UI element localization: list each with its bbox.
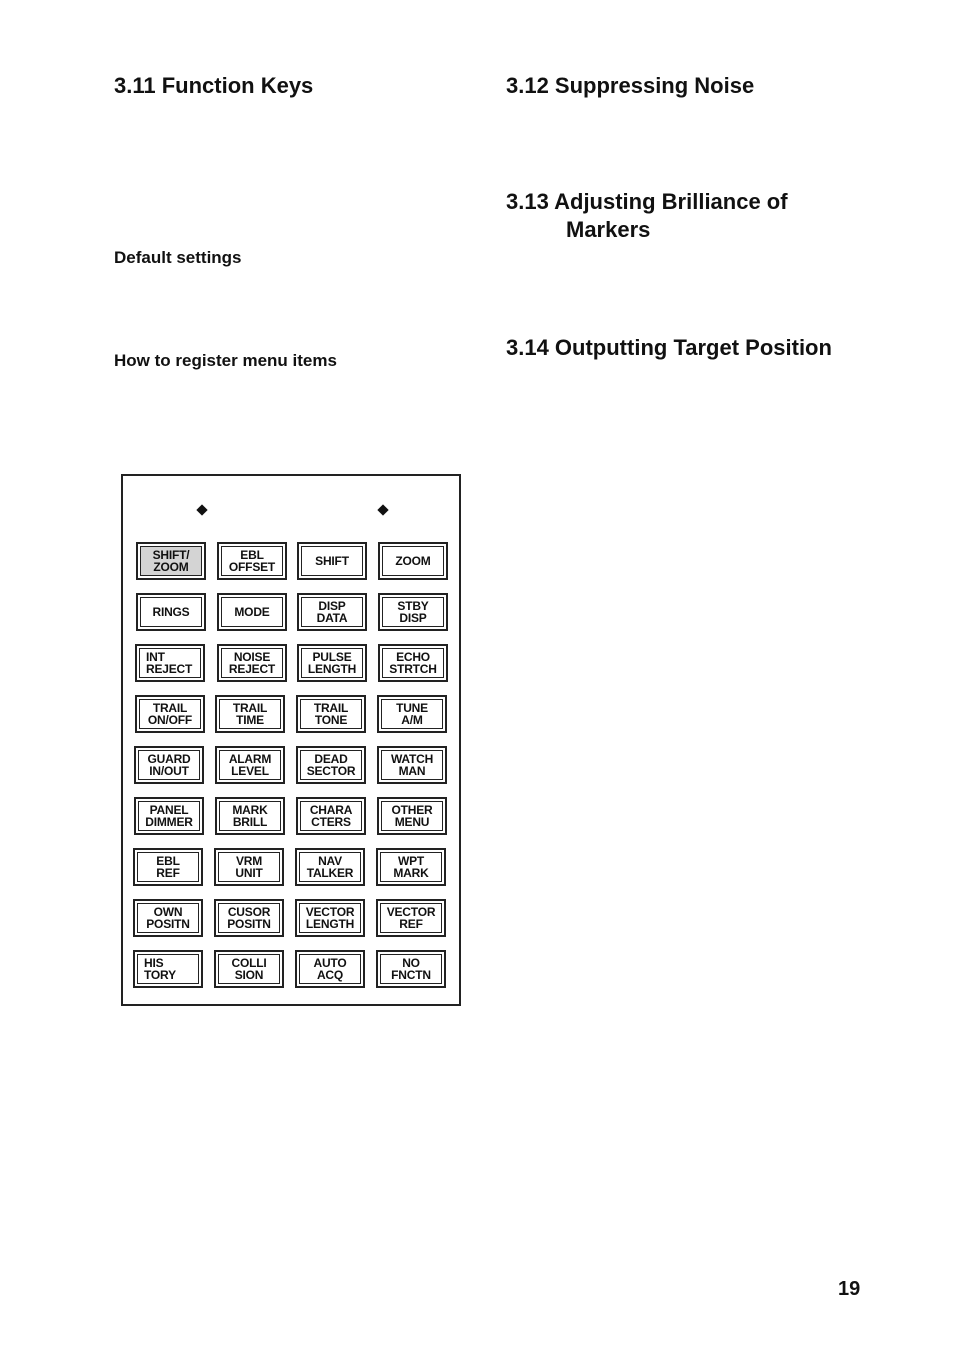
function-key-label-line2: STRTCH <box>389 662 437 676</box>
function-key-label-line2: CTERS <box>311 815 351 829</box>
function-key-label-line1: GUARD <box>147 752 191 766</box>
function-key-face <box>301 546 363 576</box>
function-key-label-line1: MODE <box>234 605 270 619</box>
heading-suppressing-noise: 3.12 Suppressing Noise <box>506 73 755 98</box>
function-key-face <box>300 801 362 831</box>
function-key-face <box>219 699 281 729</box>
function-key <box>377 695 447 733</box>
function-key <box>215 746 285 784</box>
function-key-label-line1: NO <box>402 956 420 970</box>
function-key-label-line2: BRILL <box>232 815 268 829</box>
function-key-label-line2: SECTOR <box>306 764 356 778</box>
function-key-label-line1: WATCH <box>390 752 434 766</box>
function-key-label-line2: LEVEL <box>231 764 269 778</box>
function-key <box>133 899 203 937</box>
function-key <box>376 899 446 937</box>
function-key-face <box>299 852 361 882</box>
function-key <box>215 695 285 733</box>
function-key-label-line1: OWN <box>153 905 183 919</box>
heading-function-keys: 3.11 Function Keys <box>114 73 314 98</box>
function-key-label-line2: TONE <box>314 713 348 727</box>
function-key-face <box>218 954 280 984</box>
function-key <box>135 644 205 682</box>
function-key-face <box>381 699 443 729</box>
function-key-face <box>139 648 201 678</box>
function-key <box>214 899 284 937</box>
heading-brilliance-line1: 3.13 Adjusting Brilliance of <box>506 189 788 214</box>
function-key-label-line2: REJECT <box>228 662 276 676</box>
function-key-face <box>139 699 201 729</box>
function-key-face <box>138 750 200 780</box>
function-key <box>377 797 447 835</box>
function-key-face <box>137 852 199 882</box>
heading-outputting-target-position: 3.14 Outputting Target Position <box>506 335 832 360</box>
function-key-label-line2: LENGTH <box>307 662 357 676</box>
function-key-face <box>218 903 280 933</box>
function-key-face <box>218 852 280 882</box>
function-key-label-line1: DISP <box>318 599 346 613</box>
function-key-label-line1: CUSOR <box>227 905 271 919</box>
function-key-label-line1: AUTO <box>313 956 347 970</box>
function-key-face <box>219 801 281 831</box>
function-key-label-line1: TRAIL <box>313 701 349 715</box>
function-key-face <box>299 954 361 984</box>
function-key-label-line1: NAV <box>318 854 342 868</box>
function-key-label-line1: HIS <box>144 956 164 970</box>
function-key-label-line1: VECTOR <box>386 905 436 919</box>
function-key-label-line1: ZOOM <box>395 554 431 568</box>
function-key-label-line1: MARK <box>232 803 268 817</box>
function-key <box>136 593 206 631</box>
function-key <box>215 797 285 835</box>
function-key <box>134 797 204 835</box>
function-key-face <box>299 903 361 933</box>
function-key-label-line2: POSITN <box>146 917 190 931</box>
function-key <box>376 848 446 886</box>
function-key <box>217 593 287 631</box>
function-key <box>296 797 366 835</box>
function-key-label-line1: STBY <box>397 599 429 613</box>
function-key-label-line1: TRAIL <box>232 701 268 715</box>
function-key <box>297 593 367 631</box>
function-key-label-line1: SHIFT <box>315 554 349 568</box>
function-key <box>377 746 447 784</box>
function-key-label-line1: RINGS <box>152 605 190 619</box>
function-key-label-line1: CHARA <box>309 803 353 817</box>
function-key-label-line2: MAN <box>398 764 426 778</box>
function-key-face <box>221 546 283 576</box>
diamond-marker-icon <box>377 504 388 515</box>
function-key-face <box>221 648 283 678</box>
function-key <box>133 848 203 886</box>
page-number: 19 <box>838 1278 861 1300</box>
function-key-face <box>301 648 363 678</box>
function-key-label-line2: REF <box>399 917 423 931</box>
function-key <box>378 593 448 631</box>
function-key-label-line1: VECTOR <box>305 905 355 919</box>
function-key <box>378 644 448 682</box>
function-key-face <box>380 852 442 882</box>
function-key-label-line1: OTHER <box>391 803 433 817</box>
function-key-label-line2: DATA <box>316 611 348 625</box>
function-key-face <box>221 597 283 627</box>
function-key-label-line1: ECHO <box>396 650 430 664</box>
function-key-label-line2: LENGTH <box>305 917 355 931</box>
function-key-label-line1: SHIFT/ <box>152 548 190 562</box>
subheading-register-menu-items: How to register menu items <box>114 351 337 370</box>
function-key-face <box>140 546 202 576</box>
function-key-label-line2: SION <box>234 968 264 982</box>
function-key <box>297 542 367 580</box>
function-key-face <box>300 750 362 780</box>
function-key-face <box>382 648 444 678</box>
function-key-label-line2: REF <box>156 866 180 880</box>
function-key-face <box>381 750 443 780</box>
function-key-face <box>300 699 362 729</box>
function-key <box>217 542 287 580</box>
function-key-face <box>301 597 363 627</box>
function-key-label-line1: VRM <box>235 854 263 868</box>
function-key <box>133 950 203 988</box>
function-key-face <box>382 546 444 576</box>
function-key-label-line2: UNIT <box>235 866 263 880</box>
function-key-label-line2: DIMMER <box>145 815 193 829</box>
function-keypad-figure <box>121 474 461 1006</box>
function-key <box>378 542 448 580</box>
function-key <box>135 695 205 733</box>
function-key <box>296 746 366 784</box>
function-key-label-line1: INT <box>146 650 165 664</box>
function-key-face <box>380 903 442 933</box>
function-key-label-line2: MENU <box>394 815 430 829</box>
function-key <box>214 848 284 886</box>
function-key-face <box>219 750 281 780</box>
function-key-label-line2: TIME <box>236 713 264 727</box>
function-key <box>297 644 367 682</box>
function-key-label-line2: IN/OUT <box>149 764 189 778</box>
function-key-label-line2: ON/OFF <box>147 713 193 727</box>
subheading-default-settings: Default settings <box>114 248 242 267</box>
function-key <box>217 644 287 682</box>
function-key <box>295 848 365 886</box>
function-key-label-line2: DISP <box>399 611 427 625</box>
function-key-label-line2: FNCTN <box>391 968 431 982</box>
function-key-label-line2: TORY <box>144 968 176 982</box>
function-key-label-line2: POSITN <box>227 917 271 931</box>
function-key-face <box>140 597 202 627</box>
function-key <box>376 950 446 988</box>
function-key-label-line1: TRAIL <box>152 701 188 715</box>
heading-adjusting-brilliance <box>506 188 788 244</box>
function-key <box>295 899 365 937</box>
function-key <box>136 542 206 580</box>
function-key-face <box>137 954 199 984</box>
function-key-face <box>382 597 444 627</box>
function-key-label-line2: REJECT <box>146 662 193 676</box>
function-key-label-line1: EBL <box>156 854 180 868</box>
diamond-marker-icon <box>196 504 207 515</box>
function-key <box>214 950 284 988</box>
function-key-face <box>380 954 442 984</box>
function-key-face <box>138 801 200 831</box>
function-key-face <box>381 801 443 831</box>
function-key <box>134 746 204 784</box>
function-key-label-line1: TUNE <box>396 701 428 715</box>
function-key-label-line2: A/M <box>401 713 423 727</box>
function-key-face <box>137 903 199 933</box>
heading-brilliance-line2: Markers <box>566 217 651 242</box>
function-key-label-line2: ACQ <box>316 968 344 982</box>
function-key-label-line2: ZOOM <box>153 560 189 574</box>
function-key-label-line1: DEAD <box>314 752 348 766</box>
function-key-label-line2: MARK <box>393 866 429 880</box>
function-key-label-line1: ALARM <box>228 752 272 766</box>
function-key-label-line1: WPT <box>397 854 425 868</box>
function-key <box>295 950 365 988</box>
function-key-label-line1: PULSE <box>312 650 352 664</box>
function-key-label-line1: COLLI <box>231 956 267 970</box>
function-key-label-line1: PANEL <box>149 803 189 817</box>
function-key-label-line1: EBL <box>240 548 264 562</box>
function-key-label-line2: OFFSET <box>228 560 276 574</box>
function-key-label-line1: NOISE <box>233 650 271 664</box>
function-key-label-line2: TALKER <box>306 866 354 880</box>
function-key <box>296 695 366 733</box>
